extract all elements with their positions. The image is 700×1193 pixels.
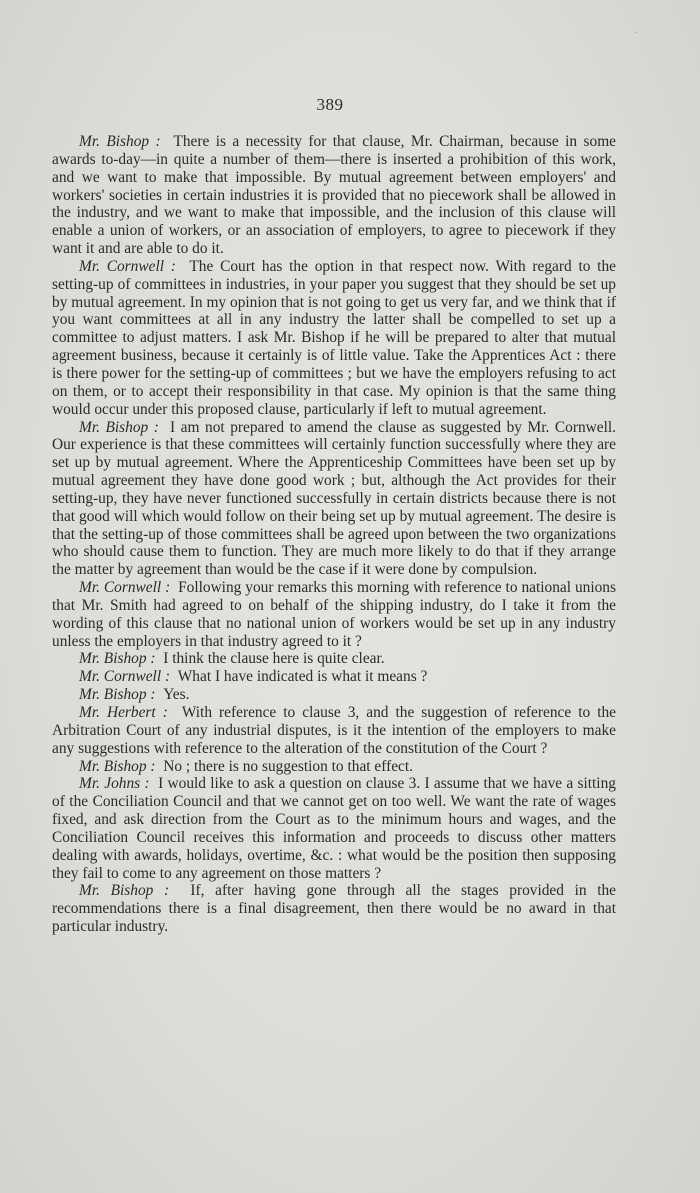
speaker-name: Mr. Bishop :: [79, 133, 161, 150]
paragraph: [52, 882, 616, 936]
speaker-name: Mr. Cornwell :: [79, 579, 171, 597]
speaker-name: Mr. Herbert :: [79, 704, 168, 721]
speech-text: There is a necessity for that clause, Mr. Chairman, because in some awards to-day—in quite a number of them—there is inserted a prohibition of this work, and we want to make that impossible. By mutual agreement between employers' and workers' societies in certain industries it is provided that no piecework shall be allowed in the industry, and we want to make that impossible, and the inclusion of this clause will enable a union of workers, or an association of employers, to agree to piecework if they want it and are able to do it.: [52, 133, 616, 258]
paragraph: [52, 419, 616, 580]
speech-text: No ; there is no suggestion to that effect.: [163, 757, 413, 775]
speaker-name: Mr. Bishop :: [79, 650, 156, 668]
paragraph: [52, 704, 616, 758]
speaker-name: Mr. Cornwell :: [79, 668, 171, 686]
speaker-name: Mr. Johns :: [79, 775, 150, 793]
paper-speck: ·: [634, 28, 638, 39]
speech-text: What I have indicated is what it means ?: [177, 668, 428, 686]
speech-text: The Court has the option in that respect now. With regard to the setting-up of committees in industries, in your paper you suggest that they should be set up by mutual agreement. In my opinion that is not going to get us very far, and we think that if you want committees at all in any industry the latter shall be compelled to set up a committee to adjust matters. I ask Mr. Bishop if he will be prepared to alter that mutual agreement business, because it certainly is of little value. Take the Apprentices Act : there is there power for the setting-up of committees ; but we have the employers refusing to act on them, or to accept their responsibility in that case. My opinion is that the same thing would occur under this proposed clause, particularly if left to mutual agreement.: [52, 257, 616, 418]
speech-text: Following your remarks this morning with reference to national unions that Mr. Smith had agreed to on behalf of the shipping industry, do I take it from the wording of this clause that no national union of workers would be set up in any industry unless the employers in that industry agreed to it ?: [52, 579, 616, 650]
speaker-name: Mr. Cornwell :: [79, 257, 176, 275]
speech-text: I am not prepared to amend the clause as suggested by Mr. Cornwell. Our experience is that these committees will certainly function successfully where they are set up by mutual agreement. Where the Apprenticeship Committees have been set up by mutual agreement they have done good work ; but, although the Act provides for their setting-up, they have never functioned successfully in certain districts because there is not that good will which would follow on their being set up by mutual agreement. The desire is that the setting-up of those committees shall be agreed upon between the two organizations who should cause them to function. They are much more likely to do that if they arrange the matter by agreement than would be the case if it were done by compulsion.: [52, 418, 616, 579]
paragraph: [52, 650, 616, 668]
paragraph: [52, 758, 616, 776]
paragraph: [52, 258, 616, 419]
speech-text: I think the clause here is quite clear.: [163, 650, 385, 668]
paragraph: [52, 668, 616, 686]
speaker-name: Mr. Bishop :: [79, 757, 156, 775]
speech-text: If, after having gone through all the stages provided in the recommendations there is a final disagreement, then there would be no award in that particular industry.: [52, 882, 616, 936]
speaker-name: Mr. Bishop :: [79, 418, 159, 436]
paragraph: [52, 579, 616, 650]
paragraph: [52, 133, 616, 258]
speaker-name: Mr. Bishop :: [79, 882, 170, 900]
speech-text: With reference to clause 3, and the suggestion of reference to the Arbitration Court of any industrial disputes, is it the intention of the employers to make any suggestions with reference to the alteration of the constitution of the Court ?: [52, 704, 616, 757]
transcript-body: [52, 133, 616, 936]
speech-text: Yes.: [163, 686, 190, 704]
speech-text: I would like to ask a question on clause 3. I assume that we have a sitting of the Conciliation Council and that we cannot get on too well. We want the rate of wages fixed, and ask direction from the Court as to the minimum hours and wages, and the Conciliation Council receives this information and proceeds to discuss other matters dealing with awards, holidays, overtime, &c. : what would be the position then supposing they fail to come to any agreement on those matters ?: [52, 775, 616, 882]
paragraph: [52, 686, 616, 704]
page-number: 389: [316, 95, 344, 114]
paragraph: [52, 775, 616, 882]
speaker-name: Mr. Bishop :: [79, 686, 156, 704]
